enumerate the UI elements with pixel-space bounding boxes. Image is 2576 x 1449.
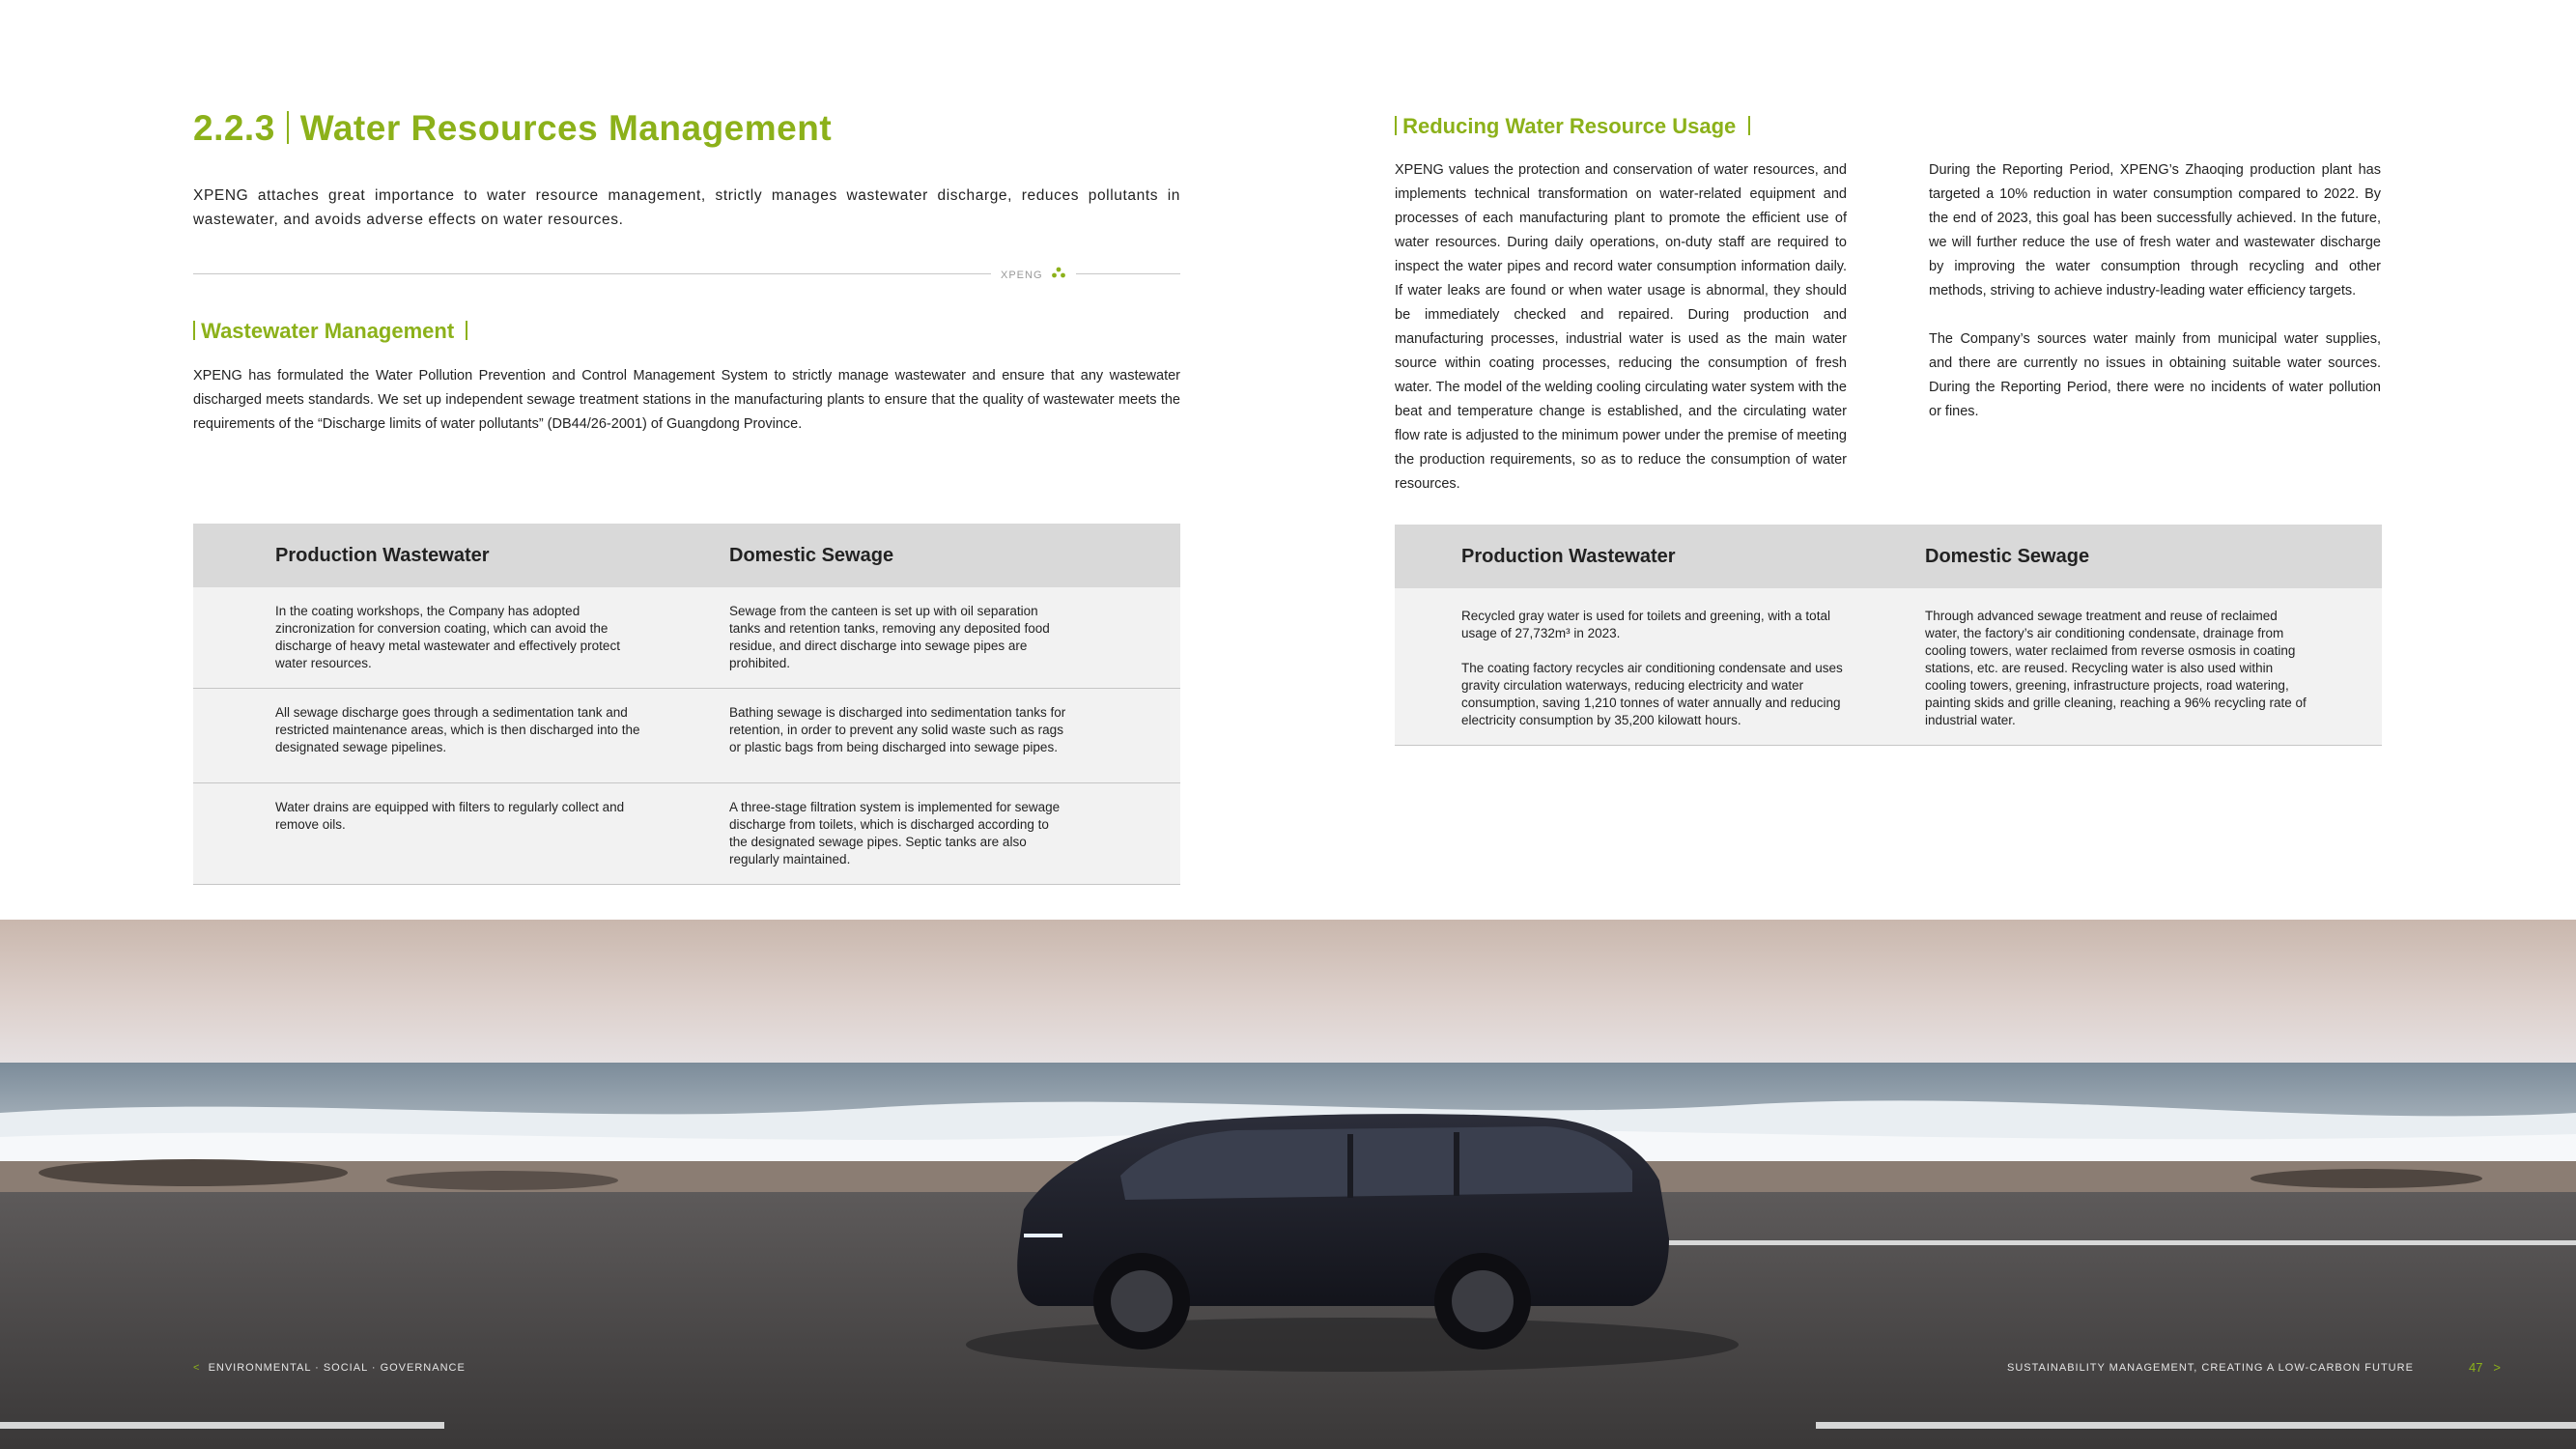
divider-logo xyxy=(991,264,1076,285)
footer-left xyxy=(193,1362,466,1374)
production-paragraph-1: Recycled gray water is used for toilets and greening, with a total usage of 27,732m³ in 2023. xyxy=(1461,609,1830,640)
table-row xyxy=(193,783,1180,885)
table-cell: A three-stage filtration system is implemented for sewage discharge from toilets, which is discharged according to the designated sewage pipes. Septic tanks are also regularly maintained. xyxy=(729,800,1061,867)
wastewater-table xyxy=(193,524,1180,885)
section-number: 2.2.3 xyxy=(193,108,275,148)
table-row xyxy=(193,689,1180,783)
footer-left-text: ENVIRONMENTAL · SOCIAL · GOVERNANCE xyxy=(208,1362,466,1374)
logo-text: XPENG xyxy=(1001,270,1043,281)
chevron-left-icon[interactable]: < xyxy=(193,1362,201,1374)
table-cell: In the coating workshops, the Company has adopted zincronization for conversion coating, which can avoid the discharge of heavy metal wastewater and effectively protect water resources. xyxy=(275,604,620,670)
wastewater-subheading xyxy=(193,319,467,344)
water-reuse-table xyxy=(1395,525,2382,746)
table-header-row xyxy=(193,524,1180,587)
subheading-bar-right xyxy=(1748,116,1750,135)
reducing-subheading xyxy=(1395,114,1750,139)
page-number-text: 47 xyxy=(2469,1360,2483,1375)
table-cell: Bathing sewage is discharged into sedimentation tanks for retention, in order to prevent any solid waste such as rags or plastic bags from being discharged into sewage pipes. xyxy=(729,705,1066,754)
production-paragraph-2: The coating factory recycles air conditioning condensate and uses gravity circulation waterways, reducing electricity and water consumption, saving 1,210 tonnes of water annually and reducing electricity consumption by 35,200 kilowatt hours. xyxy=(1461,661,1843,727)
reducing-column-1: XPENG values the protection and conservation of water resources, and implements technical transformation on water-related equipment and processes of each manufacturing plant to promote the efficient use of water resources. During daily operations, on-duty staff are required to inspect the water pipes and record water consumption information daily. If water leaks are found or when water usage is abnormal, they should be immediately checked and repaired. During production and manufacturing processes, industrial water is used as the main water source within coating processes, reducing the consumption of fresh water. The model of the welding cooling circulating water system with the beat and temperature change is established, and the circulating water flow rate is adjusted to the minimum power under the premise of meeting the production requirements, so as to reduce the consumption of water resources. xyxy=(1395,162,1847,492)
column-2-paragraph-2: The Company’s sources water mainly from municipal water supplies, and there are currently no issues in obtaining suitable water sources. During the Reporting Period, there were no incidents of water pollution or fines. xyxy=(1929,331,2381,419)
subheading-text: Wastewater Management xyxy=(201,319,455,343)
subheading-text: Reducing Water Resource Usage xyxy=(1402,114,1737,138)
footer-right-text: SUSTAINABILITY MANAGEMENT, CREATING A LOW-CARBON FUTURE xyxy=(2007,1362,2414,1374)
table-cell: Water drains are equipped with filters to regularly collect and remove oils. xyxy=(275,800,625,832)
table-header-production: Production Wastewater xyxy=(275,524,647,587)
xpeng-logo-icon xyxy=(1051,264,1066,283)
table-row xyxy=(193,587,1180,689)
wastewater-paragraph: XPENG has formulated the Water Pollution Prevention and Control Management System to strictly manage wastewater and ensure that any wastewater discharged meets standards. We set up independent sewage treatment stations in the manufacturing plants to ensure that the quality of wastewater meets the requirements of the “Discharge limits of water pollutants” (DB44/26-2001) of Guangdong Province. xyxy=(193,368,1180,432)
page-number xyxy=(2469,1360,2501,1375)
table-cell: Through advanced sewage treatment and reuse of reclaimed water, the factory’s air conditioning condensate, drainage from cooling towers, water reclaimed from reverse osmosis in coating stations, etc. are reused. Recycling water is also used within cooling towers, greening, infrastructure projects, road watering, painting skids and grille cleaning, reaching a 96% recycling rate of industrial water. xyxy=(1925,609,2307,727)
table-cell xyxy=(1461,588,1843,745)
section-title-text: Water Resources Management xyxy=(299,108,833,148)
table-header-row xyxy=(1395,525,2382,588)
chevron-right-icon[interactable]: > xyxy=(2493,1360,2501,1375)
subheading-bar-left xyxy=(193,321,195,340)
table-header-production: Production Wastewater xyxy=(1461,525,1843,588)
table-cell: All sewage discharge goes through a sedimentation tank and restricted maintenance areas, which is then discharged into the designated sewage pipelines. xyxy=(275,705,640,754)
subheading-bar-left xyxy=(1395,116,1397,135)
table-header-domestic: Domestic Sewage xyxy=(729,524,1067,587)
table-cell: Sewage from the canteen is set up with oil separation tanks and retention tanks, removing any deposited food residue, and direct discharge into sewage pipes are prohibited. xyxy=(729,604,1050,670)
title-separator xyxy=(287,111,289,144)
subheading-bar-right xyxy=(466,321,467,340)
table-header-domestic: Domestic Sewage xyxy=(1925,525,2311,588)
reducing-column-2 xyxy=(1929,158,2381,424)
section-title xyxy=(193,108,832,149)
intro-paragraph: XPENG attaches great importance to water resource management, strictly manages wastewater discharge, reduces pollutants in wastewater, and avoids adverse effects on water resources. xyxy=(193,187,1180,228)
column-2-paragraph-1: During the Reporting Period, XPENG’s Zhaoqing production plant has targeted a 10% reduction in water consumption compared to 2022. By the end of 2023, this goal has been successfully achieved. In the future, we will further reduce the use of fresh water and wastewater discharge by improving the water consumption through recycling and other methods, striving to achieve industry-leading water efficiency targets. xyxy=(1929,162,2381,298)
table-row xyxy=(1395,588,2382,746)
